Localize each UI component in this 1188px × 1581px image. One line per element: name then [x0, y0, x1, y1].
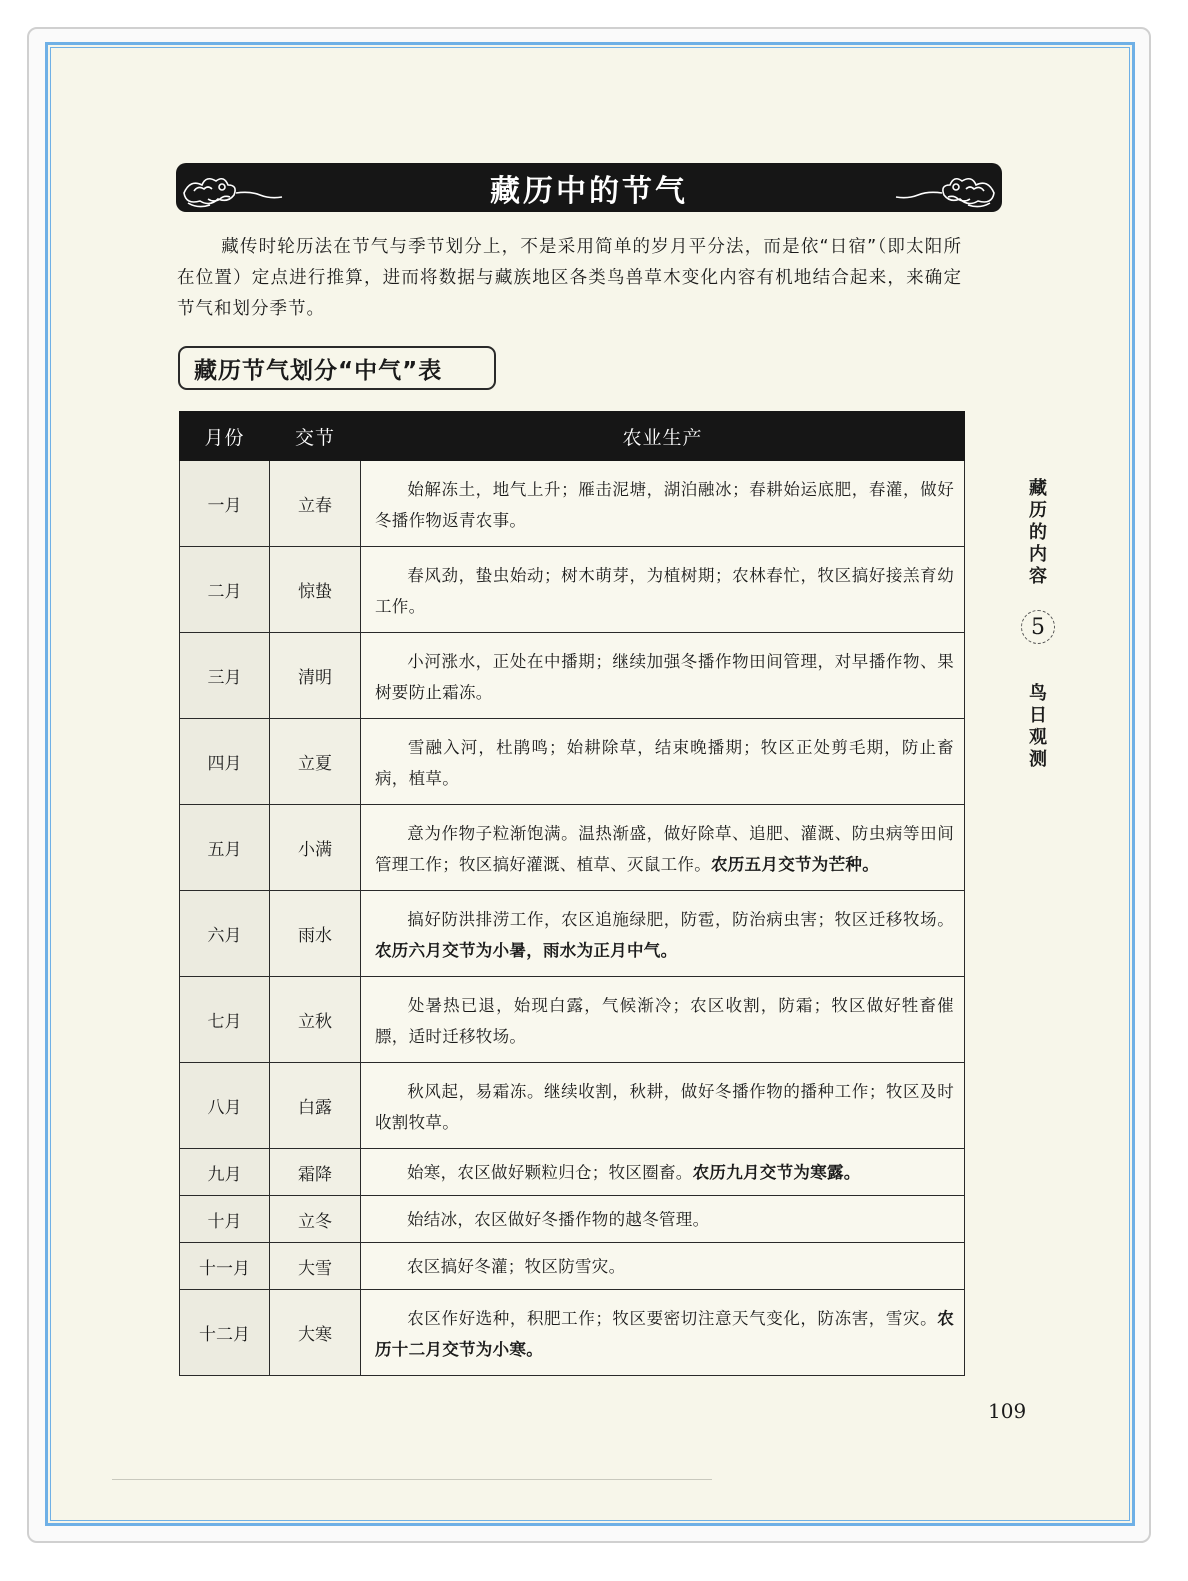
agriculture-cell: [361, 1243, 965, 1290]
agriculture-text: 搞好防洪排涝工作，农区追施绿肥，防雹，防治病虫害；牧区迁移牧场。: [407, 909, 954, 929]
table-row: [180, 1149, 965, 1196]
agriculture-text: 始寒，农区做好颗粒归仓；牧区圈畜。: [407, 1162, 693, 1182]
month-cell: 四月: [180, 719, 270, 805]
side-tab-number-text: 5: [1031, 614, 1045, 640]
agriculture-text: 秋风起，易霜冻。继续收割，秋耕，做好冬播作物的播种工作；牧区及时收割牧草。: [375, 1081, 954, 1132]
page-title: 藏历中的节气: [490, 173, 688, 209]
month-cell: 八月: [180, 1063, 270, 1149]
agriculture-note: 农历十二月交节为小寒。: [375, 1308, 954, 1359]
term-cell: 立冬: [270, 1196, 361, 1243]
table-header-row: [180, 412, 965, 461]
agriculture-text: 农区作好选种，积肥工作；牧区要密切注意天气变化，防冻害，雪灾。: [407, 1308, 938, 1328]
table-row: [180, 805, 965, 891]
agriculture-text: 春风劲，蛰虫始动；树木萌芽，为植树期；农林春忙，牧区搞好接羔育幼工作。: [375, 565, 954, 616]
month-cell: 十一月: [180, 1243, 270, 1290]
table-subtitle: [178, 346, 496, 390]
term-cell: 霜降: [270, 1149, 361, 1196]
side-tab-chapter-text: 藏历的内容: [1029, 478, 1047, 587]
header-agriculture: 农业生产: [361, 412, 965, 461]
agriculture-cell: [361, 719, 965, 805]
term-cell: 大雪: [270, 1243, 361, 1290]
table-row: [180, 1290, 965, 1376]
month-cell: 十二月: [180, 1290, 270, 1376]
term-cell: 大寒: [270, 1290, 361, 1376]
agriculture-cell: [361, 805, 965, 891]
table-row: [180, 633, 965, 719]
month-cell: 六月: [180, 891, 270, 977]
agriculture-cell: [361, 1196, 965, 1243]
term-cell: 白露: [270, 1063, 361, 1149]
table-row: [180, 719, 965, 805]
term-cell: 小满: [270, 805, 361, 891]
side-tab-section: [1021, 683, 1055, 771]
agriculture-cell: [361, 1290, 965, 1376]
term-cell: 立秋: [270, 977, 361, 1063]
side-tab-chapter: [1021, 478, 1055, 588]
table-row: [180, 1196, 965, 1243]
month-cell: 十月: [180, 1196, 270, 1243]
agriculture-cell: [361, 977, 965, 1063]
agriculture-text: 意为作物子粒渐饱满。温热渐盛，做好除草、追肥、灌溉、防虫病等田间管理工作；牧区搞好灌溉、植草、灭鼠工作。: [375, 823, 954, 874]
month-cell: 五月: [180, 805, 270, 891]
intro-text: 藏传时轮历法在节气与季节划分上，不是采用简单的岁月平分法，而是依“日宿”（即太阳所在位置）定点进行推算，进而将数据与藏族地区各类鸟兽草木变化内容有机地结合起来，来确定节气和划分季节。: [177, 237, 962, 319]
agriculture-text: 小河涨水，正处在中播期；继续加强冬播作物田间管理，对早播作物、果树要防止霜冻。: [375, 651, 954, 702]
term-cell: 惊蛰: [270, 547, 361, 633]
table-subtitle-text: 藏历节气划分“中气”表: [194, 357, 443, 384]
table-row: [180, 547, 965, 633]
agriculture-cell: [361, 1063, 965, 1149]
table-row: [180, 461, 965, 547]
agriculture-text: 始解冻土，地气上升；雁击泥塘，湖泊融冰；春耕始运底肥，春灌，做好冬播作物返青农事。: [375, 479, 954, 530]
agriculture-cell: [361, 547, 965, 633]
agriculture-note: 农历六月交节为小暑，雨水为正月中气。: [375, 940, 678, 960]
month-cell: 三月: [180, 633, 270, 719]
table-row: [180, 1063, 965, 1149]
term-cell: 清明: [270, 633, 361, 719]
month-cell: 七月: [180, 977, 270, 1063]
table-row: [180, 1243, 965, 1290]
agriculture-cell: [361, 461, 965, 547]
term-cell: 雨水: [270, 891, 361, 977]
cloud-ornament-left-icon: [178, 163, 288, 212]
month-cell: 二月: [180, 547, 270, 633]
agriculture-note: 农历九月交节为寒露。: [692, 1162, 861, 1182]
solar-terms-table: [179, 411, 965, 1376]
footer-divider: [112, 1479, 712, 1480]
title-banner: [176, 163, 1002, 212]
header-term: 交节: [270, 412, 361, 461]
agriculture-text: 农区搞好冬灌；牧区防雪灾。: [407, 1256, 626, 1276]
agriculture-cell: [361, 633, 965, 719]
intro-paragraph: [177, 232, 962, 325]
agriculture-cell: [361, 1149, 965, 1196]
side-tab-section-text: 鸟日观测: [1029, 683, 1047, 770]
agriculture-cell: [361, 891, 965, 977]
page-number: 109: [988, 1399, 1027, 1423]
month-cell: 九月: [180, 1149, 270, 1196]
header-month: 月份: [180, 412, 270, 461]
cloud-ornament-right-icon: [890, 163, 1000, 212]
term-cell: 立夏: [270, 719, 361, 805]
agriculture-text: 雪融入河，杜鹃鸣；始耕除草，结束晚播期；牧区正处剪毛期，防止畜病，植草。: [375, 737, 954, 788]
table-row: [180, 891, 965, 977]
table-row: [180, 977, 965, 1063]
agriculture-text: 处暑热已退，始现白露，气候渐冷；农区收割，防霜；牧区做好牲畜催膘，适时迁移牧场。: [375, 995, 954, 1046]
month-cell: 一月: [180, 461, 270, 547]
agriculture-text: 始结冰，农区做好冬播作物的越冬管理。: [407, 1209, 710, 1229]
side-tab-number: [1021, 610, 1055, 644]
agriculture-note: 农历五月交节为芒种。: [711, 854, 879, 874]
term-cell: 立春: [270, 461, 361, 547]
